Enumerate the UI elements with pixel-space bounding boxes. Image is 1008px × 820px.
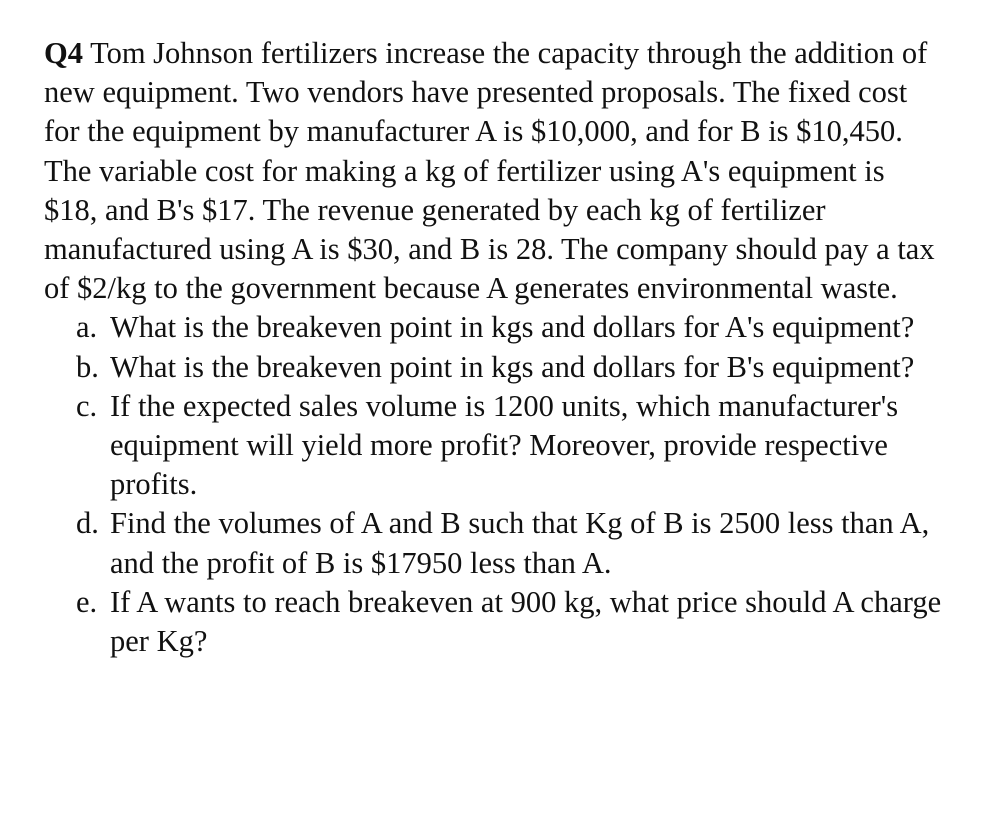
question-part-d	[44, 504, 944, 582]
question-part-c	[44, 387, 944, 505]
question-intro	[44, 34, 944, 308]
part-text: Find the volumes of A and B such that Kg of B is 2500 less than A, and the profit of B is $17950 less than A.	[110, 506, 930, 580]
question-part-e	[44, 583, 944, 661]
question-part-a	[44, 308, 944, 347]
part-letter: a.	[76, 310, 98, 345]
part-letter: e.	[76, 584, 98, 619]
question-document	[44, 34, 944, 661]
part-letter: d.	[76, 506, 99, 541]
question-part-b	[44, 348, 944, 387]
question-intro-text: Tom Johnson fertilizers increase the capacity through the addition of new equipment. Two vendors have presented proposals. The fixed cost for the equipment by manufacturer A is $10,000, and for B is $10,450. The variable cost for making a kg of fertilizer using A's equipment is $18, and B's $17. The revenue generated by each kg of fertilizer manufactured using A is $30, and B is 28. The company should pay a tax of $2/kg to the government because A generates environmental waste.	[44, 36, 935, 306]
question-number: Q4	[44, 36, 83, 70]
part-letter: b.	[76, 349, 99, 384]
part-text: What is the breakeven point in kgs and dollars for B's equipment?	[110, 349, 915, 384]
part-letter: c.	[76, 388, 98, 423]
question-parts-list	[44, 308, 944, 661]
part-text: What is the breakeven point in kgs and dollars for A's equipment?	[110, 310, 915, 345]
part-text: If A wants to reach breakeven at 900 kg, what price should A charge per Kg?	[110, 584, 942, 659]
part-text: If the expected sales volume is 1200 units, which manufacturer's equipment will yield more profit? Moreover, provide respective profits.	[110, 388, 899, 502]
